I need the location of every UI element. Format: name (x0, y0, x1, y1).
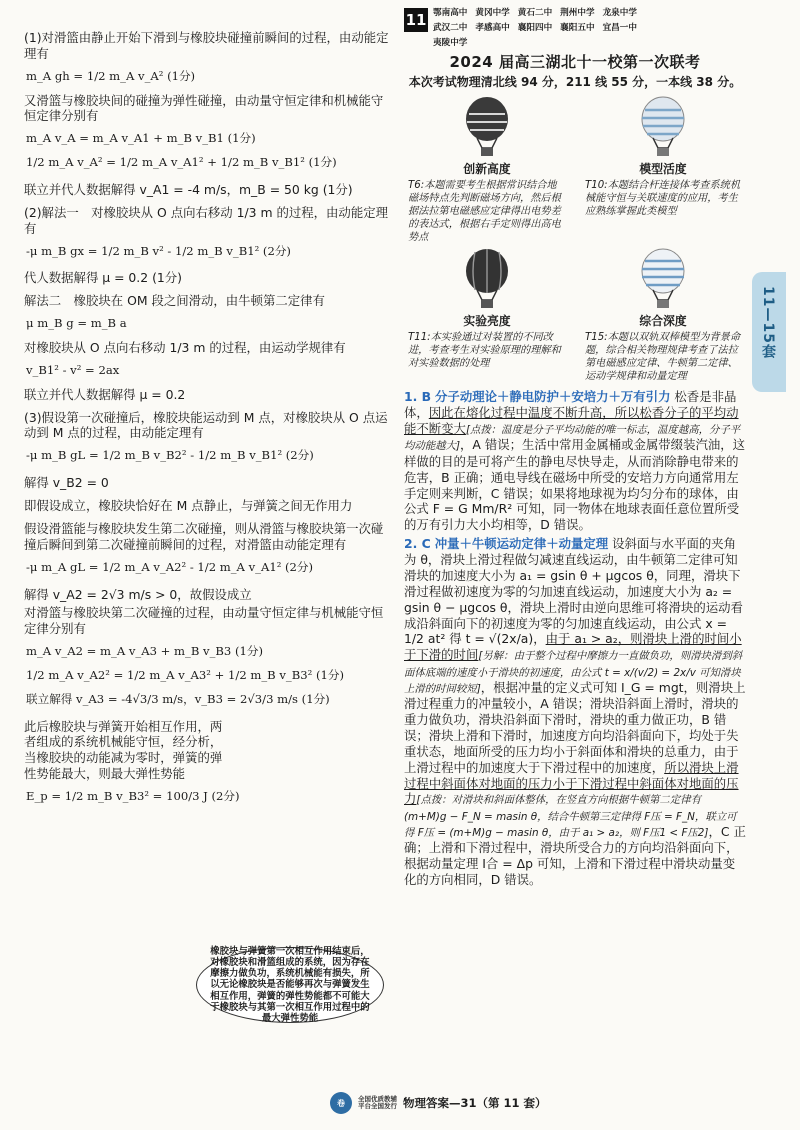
equation: 联立解得 v_A3 = -4√3/3 m/s，v_B3 = 2√3/3 m/s (1分) (26, 691, 330, 706)
set-range-label: 11—15套 (760, 286, 776, 359)
school-header (404, 6, 746, 48)
text-line: (3)假设第一次碰撞后，橡胶块能运动到 M 点，对橡胶块从 O 点运动到 M 点的过程，由动能定理有 (24, 409, 388, 441)
topic-tag: 冲量＋牛顿运动定律＋动量定理 (434, 536, 609, 552)
answer-2 (404, 536, 746, 888)
balloon-icon (637, 248, 689, 310)
text-line: 即假设成立，橡胶块恰好在 M 点静止，与弹簧之间无作用力 (24, 498, 353, 514)
set-number-badge: 11 (404, 8, 428, 32)
balloon-desc: T11:本实验通过对装置的不同改进，考查考生对实验原理的理解和对实验数据的处理 (408, 332, 561, 370)
school-name: 龙泉中学 (602, 8, 637, 18)
balloon-title: 创新高度 (463, 162, 511, 176)
school-name: 武汉二中 (433, 23, 468, 33)
balloon-card (404, 96, 570, 244)
answer-text: ，A 错误；生活中常用金属桶或金属带缀装汽油，这样做的目的是可将产生的静电尽快导走，从而消除静电带来的危害，B 正确；通电导线在磁场中所受的安培力方向通常用左手定则来判断，C 错误；如果将地球视为均匀分布的球体，由公式 F = G Mm/R² 可知，同一物体在地球表面任意位置所受的万有引力大小均相等，D 错误。 (404, 437, 746, 533)
school-name: 夷陵中学 (433, 38, 468, 48)
equation: -μ m_B gx = 1/2 m_B v² - 1/2 m_B v_B1² (2分) (26, 243, 291, 258)
balloon-card (580, 96, 746, 244)
balloon-desc: T6:本题需要考生根据常识结合地磁场特点先判断磁场方向，然后根据法拉第电磁感应定律得出电势差的表达式，根据右手定则得出高电势点 (408, 180, 561, 244)
text-line: 联立并代人数据解得 v_A1 = -4 m/s，m_B = 50 kg (1分) (24, 181, 353, 197)
equation: 1/2 m_A v_A² = 1/2 m_A v_A1² + 1/2 m_B v_B1² (1分) (26, 155, 337, 170)
balloon-title: 模型活度 (639, 162, 687, 176)
answer-text: ，根据冲量的定义式可知 I_G = mgt，则滑块上滑过程重力的冲量较小，A 错误；滑块沿斜面上滑时，滑块的重力做负功，滑块沿斜面下滑时，滑块的重力做正功，B 错误；滑块上滑和下滑时，加速度方向均沿斜面向下，均处于失重状态，地面所受的压力均小于斜面体和滑块的总重力，由于上滑过程中的加速度大于下滑过程中的加速度， (404, 679, 746, 775)
balloon-title: 实验亮度 (463, 314, 511, 329)
equation: 1/2 m_A v_A2² = 1/2 m_A v_A3² + 1/2 m_B v_B3² (1分) (26, 667, 344, 682)
exam-title: 2024 届高三湖北十一校第一次联考 (449, 53, 701, 71)
school-name: 孝感高中 (475, 23, 510, 33)
equation: μ m_B g = m_B a (26, 316, 127, 331)
text-line: (2)解法一 对橡胶块从 O 点向右移动 1/3 m 的过程，由动能定理有 (24, 204, 388, 236)
answer-number: 1. B (404, 389, 432, 405)
footer-page-label: 物理答案—31（第 11 套） (403, 1096, 547, 1110)
equation: v_B1² - v² = 2ax (26, 362, 120, 377)
score-line-note: 本次考试物理清北线 94 分，211 线 55 分，一本线 38 分。 (408, 75, 742, 89)
underlined-text: 所以滑块上滑过程中斜面体对地面的压力小于下滑过程中斜面体对地面的压力 (404, 759, 739, 807)
left-column (24, 30, 390, 813)
school-name: 襄阳五中 (560, 23, 595, 33)
text-line: (1)对滑篮由静止开始下滑到与橡胶块碰撞前瞬间的过程，由动能定理有 (24, 30, 389, 61)
school-name: 鄂南高中 (433, 8, 468, 18)
topic-tag: 分子动理论＋静电防护＋安培力＋万有引力 (435, 389, 671, 405)
text-line: 联立并代人数据解得 μ = 0.2 (24, 386, 186, 402)
text-line: 解法二 橡胶块在 OM 段之间滑动，由牛顿第二定律有 (24, 293, 325, 309)
explanation-callout: 橡胶块与弹簧第一次相互作用结束后，对橡胶块和滑篮组成的系统，因为存在摩擦力做负功，系统机械能有损失，所以无论橡胶块是否能够再次与弹簧发生相互作用，弹簧的弹性势能都不可能大于橡胶块与其第一次相互作用过程中的最大弹性势能 (196, 947, 384, 1023)
balloon-desc: T10:本题结合杆连接体考查系统机械能守恒与关联速度的应用，考生应熟练掌握此类模型 (585, 180, 741, 218)
right-column (404, 6, 746, 891)
balloon-icon (461, 96, 513, 158)
equation: m_A gh = 1/2 m_A v_A² (1分) (26, 68, 196, 83)
school-name: 宜昌一中 (602, 23, 637, 33)
school-name: 黄冈中学 (475, 8, 510, 18)
text-line: 假设滑篮能与橡胶块发生第二次碰撞，则从滑篮与橡胶块第一次碰撞后瞬间到第二次碰撞前瞬间的过程，对滑篮由动能定理有 (24, 520, 384, 552)
balloon-icon (461, 248, 513, 310)
equation: m_A v_A2 = m_A v_A3 + m_B v_B3 (1分) (26, 644, 263, 659)
equation: E_p = 1/2 m_B v_B3² = 100/3 J (2分) (26, 789, 240, 804)
school-name: 荆州中学 (560, 8, 595, 18)
highlight-balloons (404, 96, 746, 383)
page-footer (330, 1092, 547, 1114)
balloon-card (580, 248, 746, 383)
balloon-card (404, 248, 570, 383)
text-line: 对滑篮与橡胶块第二次碰撞的过程，由动量守恒定律与机械能守恒定律分别有 (24, 605, 384, 637)
equation: m_A v_A = m_A v_A1 + m_B v_B1 (1分) (26, 131, 256, 146)
answer-text: 松香是非晶体， (404, 389, 737, 421)
slogan-line: 全国优质教辅 (358, 1094, 397, 1103)
text-line: 对橡胶块从 O 点向右移动 1/3 m 的过程，由运动学规律有 (24, 340, 346, 356)
school-list (433, 6, 637, 48)
publisher-slogan (358, 1096, 397, 1110)
answer-text: 设斜面与水平面的夹角为 θ，滑块上滑过程做匀减速直线运动，由牛顿第二定律可知滑块的加速度大小为 a₁ = gsin θ + μgcos θ，同理，滑块下滑过程做初速度为零的匀加速直线运动，加速度大小为 a₂ = gsin θ − μgcos θ，滑块上滑时由逆向思维可将滑块的运动看成沿斜面向下的初速度为零的匀加速直线运动，由公式 x = 1/2 at² 得 t = √(2x/a)， (404, 536, 743, 647)
underlined-text: 由于 a₁ > a₂，则滑块上滑的时间小于下滑的时间 (404, 631, 742, 663)
text-line: 又滑篮与橡胶块间的碰撞为弹性碰撞，由动量守恒定律和机械能守恒定律分别有 (24, 92, 384, 124)
answer-number: 2. C (404, 536, 431, 552)
answer-1 (404, 389, 746, 533)
slogan-line: 平台全国发行 (358, 1102, 397, 1110)
text-line: 此后橡胶块与弹簧开始相互作用，两者组成的系统机械能守恒，经分析，当橡胶块的动能减为零时，弹簧的弹性势能最大，则最大弹性势能 (24, 718, 223, 782)
text-line: 代人数据解得 μ = 0.2 (1分) (24, 270, 183, 286)
school-name: 黄石二中 (517, 8, 553, 18)
text-line: 解得 v_B2 = 0 (24, 475, 109, 491)
school-name: 襄阳四中 (517, 23, 553, 33)
equation: -μ m_B gL = 1/2 m_B v_B2² - 1/2 m_B v_B1² (2分) (26, 448, 314, 463)
balloon-icon (637, 96, 689, 158)
text-line: 解得 v_A2 = 2√3 m/s > 0，故假设成立 (24, 586, 252, 602)
answer-text: ，C 正确；上滑和下滑过程中，滑块所受合力的方向均沿斜面向下，根据动量定理 I合 = Δp 可知，上滑和下滑过程中滑块动量变化的方向相同，D 错误。 (404, 824, 746, 888)
tip-note: [点拨：对滑块和斜面体整体，在竖直方向根据牛顿第二定律有 (m+M)g − F_N = masin θ，结合牛顿第三定律得 F压 = F_N，联立可得 F压 = (m+M)g − masin θ，由于 a₁ > a₂，则 F压1 < F压2] (404, 794, 737, 840)
equation: -μ m_A gL = 1/2 m_A v_A2² - 1/2 m_A v_A1² (2分) (26, 559, 314, 574)
tip-note: [另解：由于整个过程中摩擦力一直做负功，则滑块滑到斜面体底端的速度小于滑块的初速度，由公式 t = x/(v/2) = 2x/v 可知滑块上滑的时间较短] (404, 650, 743, 695)
tip-note: [点拨：温度是分子平均动能的唯一标志，温度越高，分子平均动能越大] (404, 424, 741, 453)
publisher-logo-icon: 卷 (330, 1092, 352, 1114)
balloon-title: 综合深度 (639, 314, 687, 329)
underlined-text: 因此在熔化过程中温度不断升高，所以松香分子的平均动能不断变大 (404, 405, 739, 437)
set-range-tab (752, 272, 786, 392)
balloon-desc: T15:本题以双轨双棒模型为背景命题，综合相关物理规律考查了法拉第电磁感应定律、牛顿第二定律、运动学规律和动量定理 (585, 332, 741, 383)
